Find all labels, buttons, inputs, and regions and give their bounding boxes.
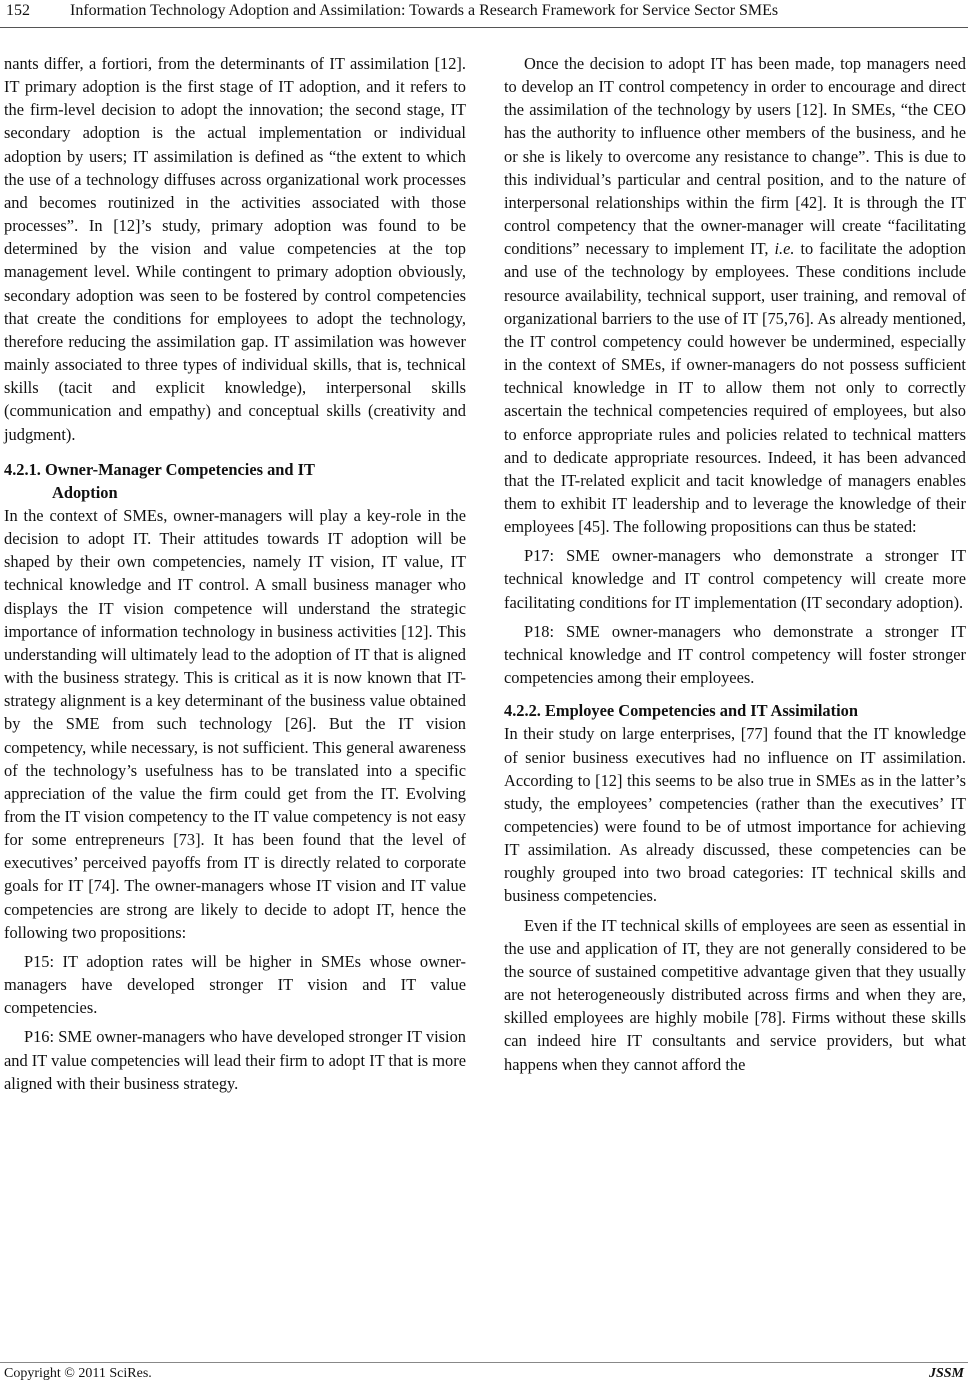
section-heading-line-1: 4.2.1. Owner-Manager Competencies and IT <box>4 459 315 479</box>
copyright-notice: Copyright © 2011 SciRes. <box>4 1366 152 1381</box>
paragraph: In the context of SMEs, owner-managers will play a key-role in the decision to adopt IT. Their attitudes towards IT adoption will be shaped by their own competencies, namely IT vision, IT value, IT technical knowledge and IT control. A small business manager who displays the IT vision competence will understand the strategic importance of information technology in business activities [12]. This understanding will ultimately lead to the adoption of IT that is aligned with the business strategy. This is critical as it is now known that IT-strategy alignment is a key determinant of the business value obtained by the SME from such technology [26]. But the IT vision competency, while necessary, is not sufficient. This general awareness of the technology’s usefulness has to be translated into a specific appreciation of the value the firm could get from the IT. Evolving from the IT vision competency to the IT value competency is not easy for some entrepreneurs [73]. It has been found that the level of executives’ perceived payoffs from IT is directly related to corporate goals for IT [74]. The owner-managers whose IT vision and IT value competencies are strong are likely to decide to adopt IT, hence the following two propositions: <box>4 505 466 942</box>
proposition-p18: P18: SME owner-managers who demonstrate a stronger IT technical knowledge and IT control competency will foster stronger competencies among their employees. <box>504 621 966 688</box>
header-rule <box>0 27 968 28</box>
left-column <box>4 52 466 1095</box>
ie-abbreviation: i.e. <box>774 239 795 259</box>
proposition-p16: P16: SME owner-managers who have developed stronger IT vision and IT value competencies will lead their firm to adopt IT that is more aligned with their business strategy. <box>4 1027 466 1093</box>
footer-rule <box>0 1362 968 1363</box>
proposition-p15: P15: IT adoption rates will be higher in SMEs whose owner-managers have developed stronger IT vision and IT value competencies. <box>4 951 466 1018</box>
paragraph <box>504 52 966 538</box>
page-number: 152 <box>6 2 30 19</box>
paragraph-text: Once the decision to adopt IT has been made, top managers need to develop an IT control competency in order to encourage and direct the assimilation of the technology by users [12]. In SMEs, “the CEO has the authority to influence other members of the business, and he or she is likely to overcome any resistance to change”. This is due to this individual’s particular and central position, and to the nature of interpersonal relationships within the firm [42]. It is through the IT control competency that the owner-manager will create “facilitating conditions” necessary to implement IT, <box>504 54 966 259</box>
paragraph-text: to facilitate the adoption and use of the technology by employees. These conditions include resource availability, technical support, user training, and removal of organizational barriers to the use of IT [75,76]. As already mentioned, the IT control competency could however be undermined, especially in the context of SMEs, if owner-managers do not possess sufficient technical knowledge in IT to allow them not only to correctly ascertain the technical competencies required of employees, but also to enforce appropriate rules and policies related to technical matters and to dedicate appropriate resources. Indeed, it has been advanced that the IT-related explicit and tacit knowledge of managers enables them to exhibit IT leadership and to leverage the knowledge of their employees [45]. The following propositions can thus be stated: <box>504 239 966 537</box>
section-heading: 4.2.2. Employee Competencies and IT Assimilation <box>504 701 858 721</box>
journal-abbreviation: JSSM <box>928 1366 964 1381</box>
section-heading <box>4 458 466 504</box>
right-column <box>504 52 966 1076</box>
paragraph: Even if the IT technical skills of employees are seen as essential in the use and application of IT, they are not generally considered to be the source of sustained competitive advantage given that they usually are not heterogeneously distributed across firms and when they are, skilled employees are highly mobile [78]. Firms without these skills can indeed hire IT consultants and service providers, but what happens when they cannot afford the <box>504 915 966 1074</box>
proposition-p17: P17: SME owner-managers who demonstrate a stronger IT technical knowledge and IT control competency will create more facilitating conditions for IT implementation (IT secondary adoption). <box>504 546 966 612</box>
paragraph: In their study on large enterprises, [77] found that the IT knowledge of senior business executives had no influence on IT assimilation. According to [12] this seems to be also true in SMEs as in the latter’s study, the employees’ competencies (rather than the executives’ IT competencies) were found to be of utmost importance for achieving IT assimilation. As already discussed, these competencies can be roughly grouped into two broad categories: IT technical skills and business competencies. <box>504 724 966 906</box>
running-header <box>0 0 968 30</box>
running-title: Information Technology Adoption and Assimilation: Towards a Research Framework for Service Sector SMEs <box>70 2 779 19</box>
paragraph: nants differ, a fortiori, from the determinants of IT assimilation [12]. IT primary adoption is the first stage of IT adoption, and it refers to the firm-level decision to adopt the innovation; the second stage, IT secondary adoption is the actual implementation or individual adoption by users; IT assimilation is defined as “the extent to which the use of a technology diffuses across organizational work processes and becomes routinized in the activities associated with those processes”. In [12]’s study, primary adoption was found to be determined by the vision and value competencies at the top management level. While contingent to primary adoption obviously, secondary adoption was seen to be fostered by control competencies that create the conditions for employees to adopt the technology, therefore reducing the assimilation gap. IT assimilation was however mainly associated to three types of individual skills, that is, technical skills (tacit and explicit knowledge), interpersonal skills (communication and empathy) and conceptual skills (creativity and judgment). <box>4 54 466 444</box>
section-heading-line-2: Adoption <box>52 482 118 502</box>
